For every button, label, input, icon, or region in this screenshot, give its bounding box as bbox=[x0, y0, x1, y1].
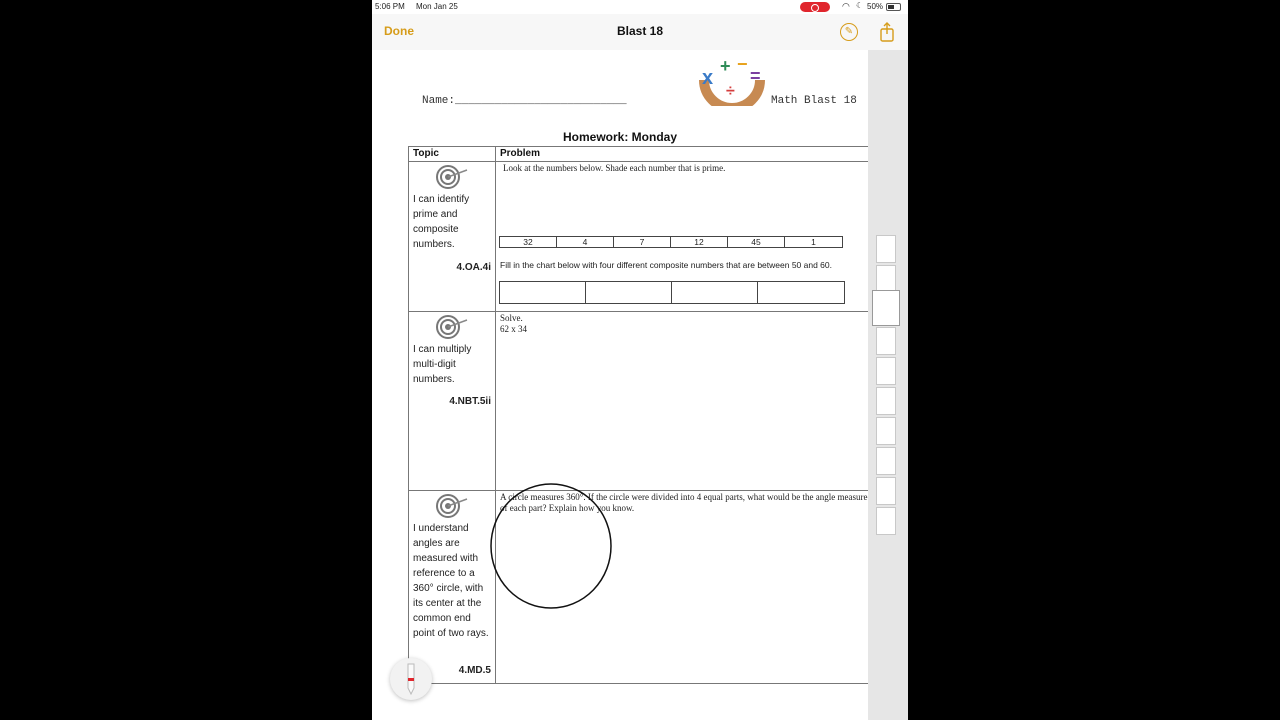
problem-instruction: Solve. bbox=[500, 313, 523, 323]
number-cell[interactable]: 12 bbox=[671, 237, 728, 247]
document-page[interactable] bbox=[372, 50, 868, 720]
moon-icon: ☾ bbox=[856, 1, 864, 10]
screen-record-icon[interactable] bbox=[800, 2, 830, 12]
battery-icon bbox=[886, 3, 901, 11]
document-title: Blast 18 bbox=[616, 24, 664, 38]
pencil-icon bbox=[390, 658, 432, 700]
ipad-screen bbox=[372, 0, 908, 720]
number-cell[interactable]: 7 bbox=[614, 237, 671, 247]
worksheet-table bbox=[408, 146, 880, 684]
markup-icon[interactable]: ✎ bbox=[840, 23, 858, 41]
column-header-problem: Problem bbox=[500, 148, 541, 159]
svg-text:+: + bbox=[720, 56, 731, 76]
homework-title: Homework: Monday bbox=[562, 130, 677, 144]
svg-text:=: = bbox=[750, 66, 761, 86]
header-divider bbox=[409, 161, 879, 162]
pencil-tool-button[interactable] bbox=[390, 658, 432, 700]
problem-instruction: A circle measures 360°. If the circle were divided into 4 equal parts, what would be the angle measure of each part? Explain how you know. bbox=[500, 492, 868, 513]
standard-code: 4.NBT.5ii bbox=[449, 396, 491, 407]
page-thumbnail-current[interactable] bbox=[872, 290, 900, 326]
circle-diagram bbox=[490, 483, 612, 609]
page-thumbnail[interactable] bbox=[876, 387, 896, 415]
number-cell[interactable]: 1 bbox=[811, 237, 816, 247]
nav-bar bbox=[372, 14, 908, 50]
page-thumbnail[interactable] bbox=[876, 235, 896, 263]
answer-cell[interactable] bbox=[586, 282, 672, 303]
number-cell[interactable]: 4 bbox=[557, 237, 614, 247]
svg-text:÷: ÷ bbox=[726, 83, 735, 100]
column-header-topic: Topic bbox=[413, 148, 439, 159]
prime-number-row bbox=[499, 236, 843, 248]
svg-text:−: − bbox=[737, 54, 748, 74]
math-blast-logo bbox=[692, 50, 772, 106]
share-icon[interactable] bbox=[878, 22, 896, 42]
page-thumbnail-strip[interactable] bbox=[868, 50, 908, 720]
target-icon bbox=[435, 164, 469, 190]
row-divider bbox=[409, 311, 879, 312]
name-field[interactable]: Name:__________________________ bbox=[422, 95, 627, 107]
topic-text: I understand angles are measured with reference to a 360° circle, with its center at the common end point of two rays. bbox=[413, 523, 489, 639]
status-date: Mon Jan 25 bbox=[416, 2, 458, 11]
page-thumbnail[interactable] bbox=[876, 417, 896, 445]
battery-percent: 50% bbox=[867, 2, 884, 11]
answer-cell[interactable] bbox=[672, 282, 758, 303]
target-icon bbox=[435, 493, 469, 519]
page-thumbnail[interactable] bbox=[876, 327, 896, 355]
wifi-icon: ◠ bbox=[842, 1, 850, 11]
status-time: 5:06 PM bbox=[375, 2, 405, 11]
number-cell[interactable]: 32 bbox=[500, 237, 557, 247]
topic-text: I can multiply multi-digit numbers. bbox=[413, 344, 472, 385]
target-icon bbox=[435, 314, 469, 340]
multiplication-problem: 62 x 34 bbox=[500, 324, 527, 334]
row-divider bbox=[409, 490, 879, 491]
composite-answer-row bbox=[499, 281, 845, 304]
svg-text:x: x bbox=[702, 67, 714, 89]
standard-code: 4.MD.5 bbox=[458, 665, 491, 676]
page-thumbnail[interactable] bbox=[876, 507, 896, 535]
done-button[interactable]: Done bbox=[384, 24, 414, 38]
page-thumbnail[interactable] bbox=[876, 477, 896, 505]
problem-instruction: Fill in the chart below with four different composite numbers that are between 50 and 60. bbox=[500, 260, 833, 270]
page-thumbnail[interactable] bbox=[876, 447, 896, 475]
page-thumbnail[interactable] bbox=[876, 265, 896, 293]
answer-cell[interactable] bbox=[758, 282, 844, 303]
standard-code: 4.OA.4i bbox=[456, 262, 491, 273]
status-bar bbox=[372, 0, 908, 14]
page-thumbnail[interactable] bbox=[876, 357, 896, 385]
answer-cell[interactable] bbox=[500, 282, 586, 303]
number-cell[interactable]: 45 bbox=[728, 237, 785, 247]
topic-text: I can identify prime and composite numbers. bbox=[413, 194, 470, 250]
math-blast-label: Math Blast 18 bbox=[771, 95, 857, 107]
problem-instruction: Look at the numbers below. Shade each number that is prime. bbox=[503, 163, 726, 173]
